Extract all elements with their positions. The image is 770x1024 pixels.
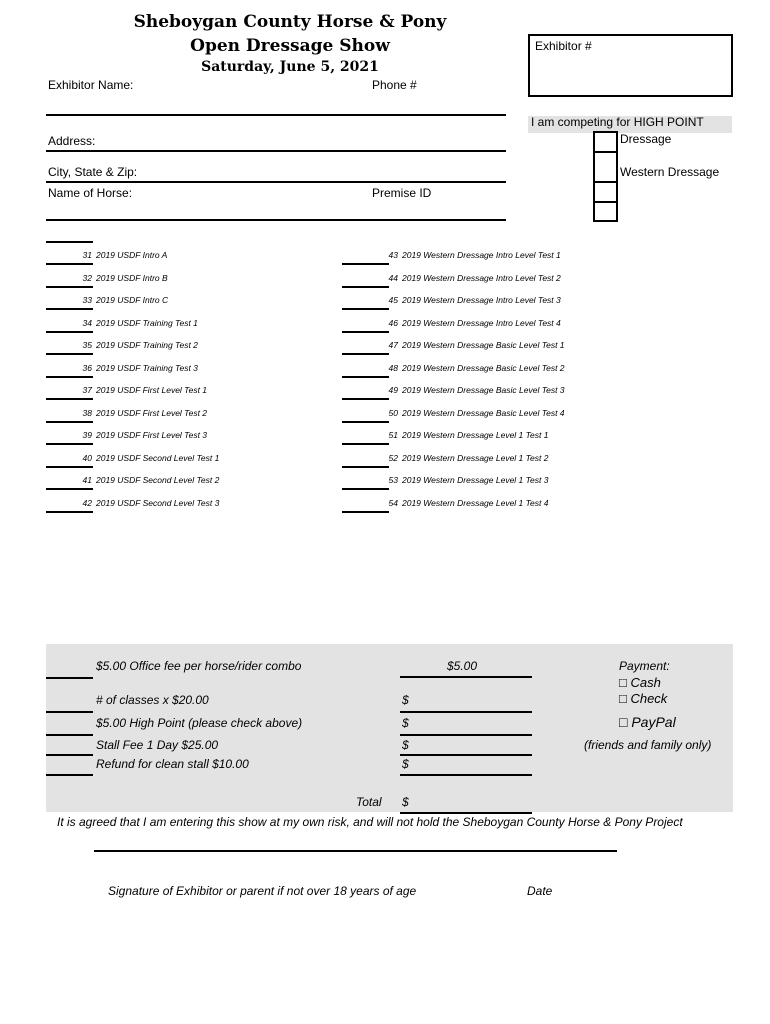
stall-fee-entry-line[interactable] xyxy=(46,754,93,756)
signature-label: Signature of Exhibitor or parent if not over 18 years of age xyxy=(108,884,417,898)
right-class-entry-line[interactable] xyxy=(342,376,389,378)
class-number: 45 xyxy=(388,295,398,305)
class-number: 41 xyxy=(82,475,92,485)
class-row xyxy=(72,250,167,260)
class-row xyxy=(378,430,548,440)
class-name: 2019 Western Dressage Intro Level Test 4 xyxy=(402,317,561,328)
exhibitor-name-label: Exhibitor Name: xyxy=(48,78,134,92)
class-number: 35 xyxy=(82,340,92,350)
class-number: 46 xyxy=(388,317,398,328)
class-name: 2019 Western Dressage Basic Level Test 3 xyxy=(402,385,565,395)
right-class-entry-line[interactable] xyxy=(342,398,389,400)
high-point-dressage-label: Dressage xyxy=(620,132,672,146)
class-name: 2019 Western Dressage Level 1 Test 1 xyxy=(402,430,549,440)
right-class-entry-line[interactable] xyxy=(342,331,389,333)
left-class-entry-line[interactable] xyxy=(46,466,93,468)
class-number: 39 xyxy=(82,430,92,440)
class-name: 2019 Western Dressage Level 1 Test 2 xyxy=(402,452,549,463)
high-point-fee-amount-line[interactable] xyxy=(400,734,532,736)
class-row xyxy=(378,408,565,418)
left-class-entry-line[interactable] xyxy=(46,488,93,490)
class-row xyxy=(378,385,565,395)
class-number: 48 xyxy=(388,362,398,373)
left-class-entry-line[interactable] xyxy=(46,263,93,265)
class-number: 38 xyxy=(82,407,92,418)
address-line[interactable] xyxy=(46,150,506,152)
total-label: Total xyxy=(356,795,382,809)
class-row xyxy=(72,408,207,418)
class-name: 2019 USDF First Level Test 1 xyxy=(96,385,208,395)
high-point-fee-entry-line[interactable] xyxy=(46,734,93,736)
class-number: 53 xyxy=(388,475,398,485)
office-fee-label: $5.00 Office fee per horse/rider combo xyxy=(96,659,302,673)
left-class-entry-line[interactable] xyxy=(46,376,93,378)
high-point-dressage-checkbox[interactable] xyxy=(593,131,618,153)
class-name: 2019 USDF Second Level Test 3 xyxy=(96,497,220,508)
class-name: 2019 Western Dressage Basic Level Test 4 xyxy=(402,407,565,418)
class-row xyxy=(378,453,548,463)
class-name: 2019 Western Dressage Intro Level Test 3 xyxy=(402,295,561,305)
class-name: 2019 USDF Training Test 3 xyxy=(96,362,198,373)
agreement-text: It is agreed that I am entering this show at my own risk, and will not hold the Sheboygan County Horse & Pony Project xyxy=(57,815,683,829)
class-row xyxy=(72,273,168,283)
payment-cash-option[interactable]: □ Cash xyxy=(619,675,661,690)
class-name: 2019 Western Dressage Basic Level Test 1 xyxy=(402,340,565,350)
right-class-entry-line[interactable] xyxy=(342,488,389,490)
payment-paypal-option[interactable]: □ PayPal xyxy=(619,714,676,730)
class-row xyxy=(72,430,207,440)
class-number: 51 xyxy=(388,430,398,440)
class-number: 31 xyxy=(82,250,92,260)
class-name: 2019 USDF First Level Test 2 xyxy=(96,407,208,418)
show-title-line1: Sheboygan County Horse & Pony xyxy=(133,12,447,32)
total-amount-line[interactable] xyxy=(400,812,532,814)
show-date: Saturday, June 5, 2021 xyxy=(201,59,379,75)
class-number: 32 xyxy=(82,272,92,283)
class-number: 40 xyxy=(82,452,92,463)
class-name: 2019 Western Dressage Intro Level Test 1 xyxy=(402,250,561,260)
class-row xyxy=(72,453,219,463)
signature-line[interactable] xyxy=(94,850,617,852)
refund-amount-line[interactable] xyxy=(400,774,532,776)
right-class-entry-line[interactable] xyxy=(342,286,389,288)
class-number: 36 xyxy=(82,362,92,373)
left-class-entry-line[interactable] xyxy=(46,353,93,355)
class-number: 49 xyxy=(388,385,398,395)
class-row xyxy=(378,363,565,373)
class-name: 2019 USDF Second Level Test 2 xyxy=(96,475,220,485)
high-point-heading: I am competing for HIGH POINT xyxy=(531,115,704,129)
office-fee-entry-line[interactable] xyxy=(46,677,93,679)
paypal-note: (friends and family only) xyxy=(584,738,712,752)
class-row xyxy=(378,498,548,508)
class-name: 2019 Western Dressage Intro Level Test 2 xyxy=(402,272,561,283)
class-number: 34 xyxy=(82,317,92,328)
class-name: 2019 Western Dressage Level 1 Test 3 xyxy=(402,475,549,485)
class-number: 33 xyxy=(82,295,92,305)
stall-fee-dollar: $ xyxy=(402,738,409,752)
class-number: 43 xyxy=(388,250,398,260)
classes-fee-amount-line[interactable] xyxy=(400,711,532,713)
city-state-zip-label: City, State & Zip: xyxy=(48,165,138,179)
left-class-entry-line[interactable] xyxy=(46,421,93,423)
right-class-entry-line[interactable] xyxy=(342,511,389,513)
class-row xyxy=(378,475,548,485)
city-state-zip-line[interactable] xyxy=(46,181,506,183)
classes-fee-dollar: $ xyxy=(402,693,409,707)
show-title-line2: Open Dressage Show xyxy=(190,36,390,56)
office-fee-amount: $5.00 xyxy=(447,659,478,673)
left-class-entry-line[interactable] xyxy=(46,331,93,333)
class-row xyxy=(72,385,207,395)
classes-fee-entry-line[interactable] xyxy=(46,711,93,713)
right-class-entry-line[interactable] xyxy=(342,421,389,423)
class-row xyxy=(72,340,198,350)
exhibitor-number-label: Exhibitor # xyxy=(535,39,592,53)
left-class-entry-line[interactable] xyxy=(46,443,93,445)
refund-label: Refund for clean stall $10.00 xyxy=(96,757,249,771)
horse-name-label: Name of Horse: xyxy=(48,186,133,200)
horse-name-line[interactable] xyxy=(46,219,506,221)
class-name: 2019 USDF Training Test 2 xyxy=(96,340,198,350)
left-class-entry-line[interactable] xyxy=(46,286,93,288)
left-class-entry-line[interactable] xyxy=(46,511,93,513)
class-entry-line-top[interactable] xyxy=(46,241,93,243)
class-number: 47 xyxy=(388,340,398,350)
stall-fee-label: Stall Fee 1 Day $25.00 xyxy=(96,738,219,752)
payment-heading: Payment: xyxy=(619,659,670,673)
phone-label: Phone # xyxy=(372,78,417,92)
class-name: 2019 USDF Intro B xyxy=(96,272,168,283)
high-point-fee-label: $5.00 High Point (please check above) xyxy=(96,716,303,730)
class-number: 50 xyxy=(388,407,398,418)
right-class-entry-line[interactable] xyxy=(342,353,389,355)
class-name: 2019 USDF Training Test 1 xyxy=(96,317,198,328)
high-point-extra-box-1[interactable] xyxy=(593,181,618,203)
left-class-entry-line[interactable] xyxy=(46,398,93,400)
class-row xyxy=(72,318,198,328)
class-name: 2019 USDF Intro C xyxy=(96,295,169,305)
total-dollar: $ xyxy=(402,795,409,809)
right-class-entry-line[interactable] xyxy=(342,466,389,468)
refund-entry-line[interactable] xyxy=(46,774,93,776)
class-number: 52 xyxy=(388,452,398,463)
class-row xyxy=(72,498,219,508)
class-number: 54 xyxy=(388,497,398,508)
class-number: 37 xyxy=(82,385,92,395)
class-row xyxy=(378,295,561,305)
class-row xyxy=(72,295,168,305)
class-row xyxy=(378,318,561,328)
class-number: 42 xyxy=(82,497,92,508)
right-class-entry-line[interactable] xyxy=(342,263,389,265)
date-label: Date xyxy=(527,884,553,898)
classes-fee-label: # of classes x $20.00 xyxy=(96,693,209,707)
right-class-entry-line[interactable] xyxy=(342,443,389,445)
class-name: 2019 USDF First Level Test 3 xyxy=(96,430,208,440)
premise-id-label: Premise ID xyxy=(372,186,432,200)
class-row xyxy=(378,250,561,260)
right-class-entry-line[interactable] xyxy=(342,308,389,310)
left-class-entry-line[interactable] xyxy=(46,308,93,310)
class-name: 2019 USDF Intro A xyxy=(96,250,168,260)
class-name: 2019 USDF Second Level Test 1 xyxy=(96,452,220,463)
class-row xyxy=(378,340,565,350)
class-number: 44 xyxy=(388,272,398,283)
high-point-extra-box-2[interactable] xyxy=(593,201,618,222)
class-name: 2019 Western Dressage Level 1 Test 4 xyxy=(402,497,549,508)
high-point-western-checkbox[interactable] xyxy=(593,151,618,183)
exhibitor-number-box[interactable] xyxy=(528,34,733,97)
class-row xyxy=(378,273,561,283)
high-point-fee-dollar: $ xyxy=(402,716,409,730)
class-row xyxy=(72,475,219,485)
refund-dollar: $ xyxy=(402,757,409,771)
high-point-western-label: Western Dressage xyxy=(620,165,720,179)
stall-fee-amount-line[interactable] xyxy=(400,754,532,756)
class-row xyxy=(72,363,198,373)
office-fee-amount-line xyxy=(400,676,532,678)
class-name: 2019 Western Dressage Basic Level Test 2 xyxy=(402,362,565,373)
payment-check-option[interactable]: □ Check xyxy=(619,691,668,706)
address-label: Address: xyxy=(48,134,96,148)
exhibitor-name-line[interactable] xyxy=(46,114,506,116)
